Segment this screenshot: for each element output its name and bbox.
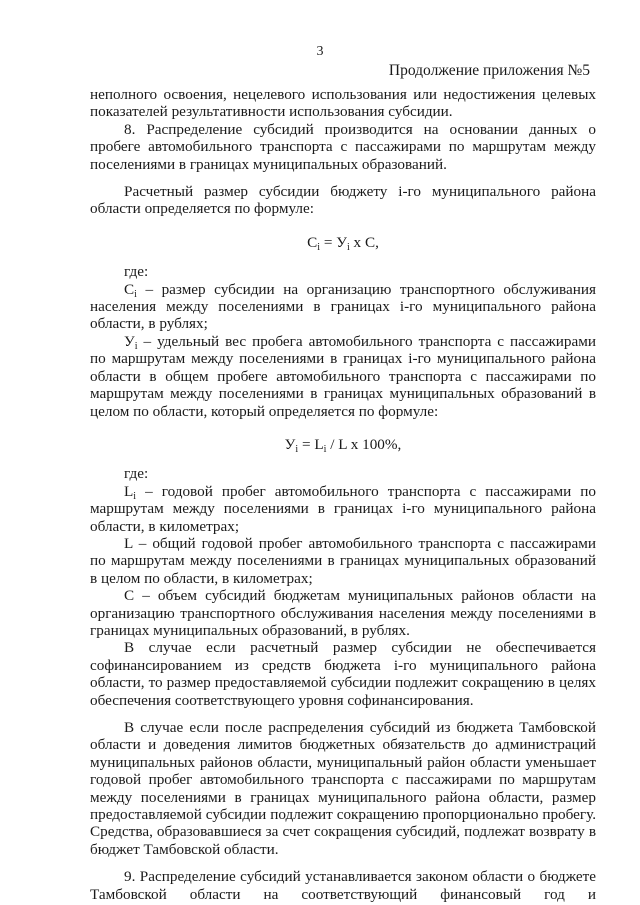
page-number: 3: [316, 44, 324, 59]
paragraph-case-reduction: В случае если после распределения субсидий из бюджета Тамбовской области и доведения лимитов бюджетных обязательств до администраций муниципальных районов области, муниципальный район области уменьшает годовой пробег автомобильного транспорта с пассажирами по маршрутам между поселениями в границах муниципального района области, размер предоставляемой субсидии подлежит сокращению пропорционально пробегу. Средства, образовавшиеся за счет сокращения субсидий, подлежат возврату в бюджет Тамбовской области.: [90, 719, 596, 858]
definition-l: L – общий годовой пробег автомобильного транспорта с пассажирами по маршрутам между поселениями в границах муниципальных образований в целом по области, в километрах;: [90, 534, 596, 587]
definition-ci: $C_i$ – размер субсидии на организацию транспортного обслуживания населения между поселениями в границах i-го муниципального района области, в рублях;: [90, 280, 596, 333]
paragraph-8: 8. Распределение субсидий производится на основании данных о пробеге автомобильного транспорта с пассажирами по маршрутам между поселениями в границах муниципальных образований.: [90, 120, 596, 173]
formula-ci: $C_i = У_i$ x C,: [307, 233, 379, 253]
document-body: [90, 86, 596, 903]
where-label: где:: [124, 465, 149, 483]
paragraph-case-cofinancing: В случае если расчетный размер субсидии не обеспечивается софинансированием из средств бюджета i-го муниципального района области, то размер предоставляемой субсидии подлежит сокращению в целях обеспечения соответствующего уровня софинансирования.: [90, 639, 596, 709]
paragraph-intro: неполного освоения, нецелевого использования или недостижения целевых показателей результативности использования субсидии.: [90, 86, 596, 121]
paragraph-9: 9. Распределение субсидий устанавливается законом области о бюджете Тамбовской области на соответствующий финансовый год и: [90, 868, 596, 903]
where-label: где:: [124, 263, 149, 281]
paragraph-calc: Расчетный размер субсидии бюджету i-го муниципального района области определяется по формуле:: [90, 183, 596, 218]
definition-yi: $У_i$ – удельный вес пробега автомобильного транспорта с пассажирами по маршрутам между поселениями в границах i-го муниципального района области в общем пробеге автомобильного транспорта с пассажирами по маршрутам между поселениями в границах муниципальных образований в целом по области, который определяется по формуле:: [90, 332, 596, 420]
formula-yi: $У_i = L_i / L$ x 100%,: [284, 435, 402, 455]
definition-c: C – объем субсидий бюджетам муниципальных районов области на организацию транспортного обслуживания населения между поселениями в границах муниципальных образований, в рублях.: [90, 587, 596, 639]
annex-title: Продолжение приложения №5: [388, 62, 590, 79]
definition-li: $L_i$ – годовой пробег автомобильного транспорта с пассажирами по маршрутам между поселениями в границах i-го муниципального района области, в километрах;: [90, 482, 596, 535]
